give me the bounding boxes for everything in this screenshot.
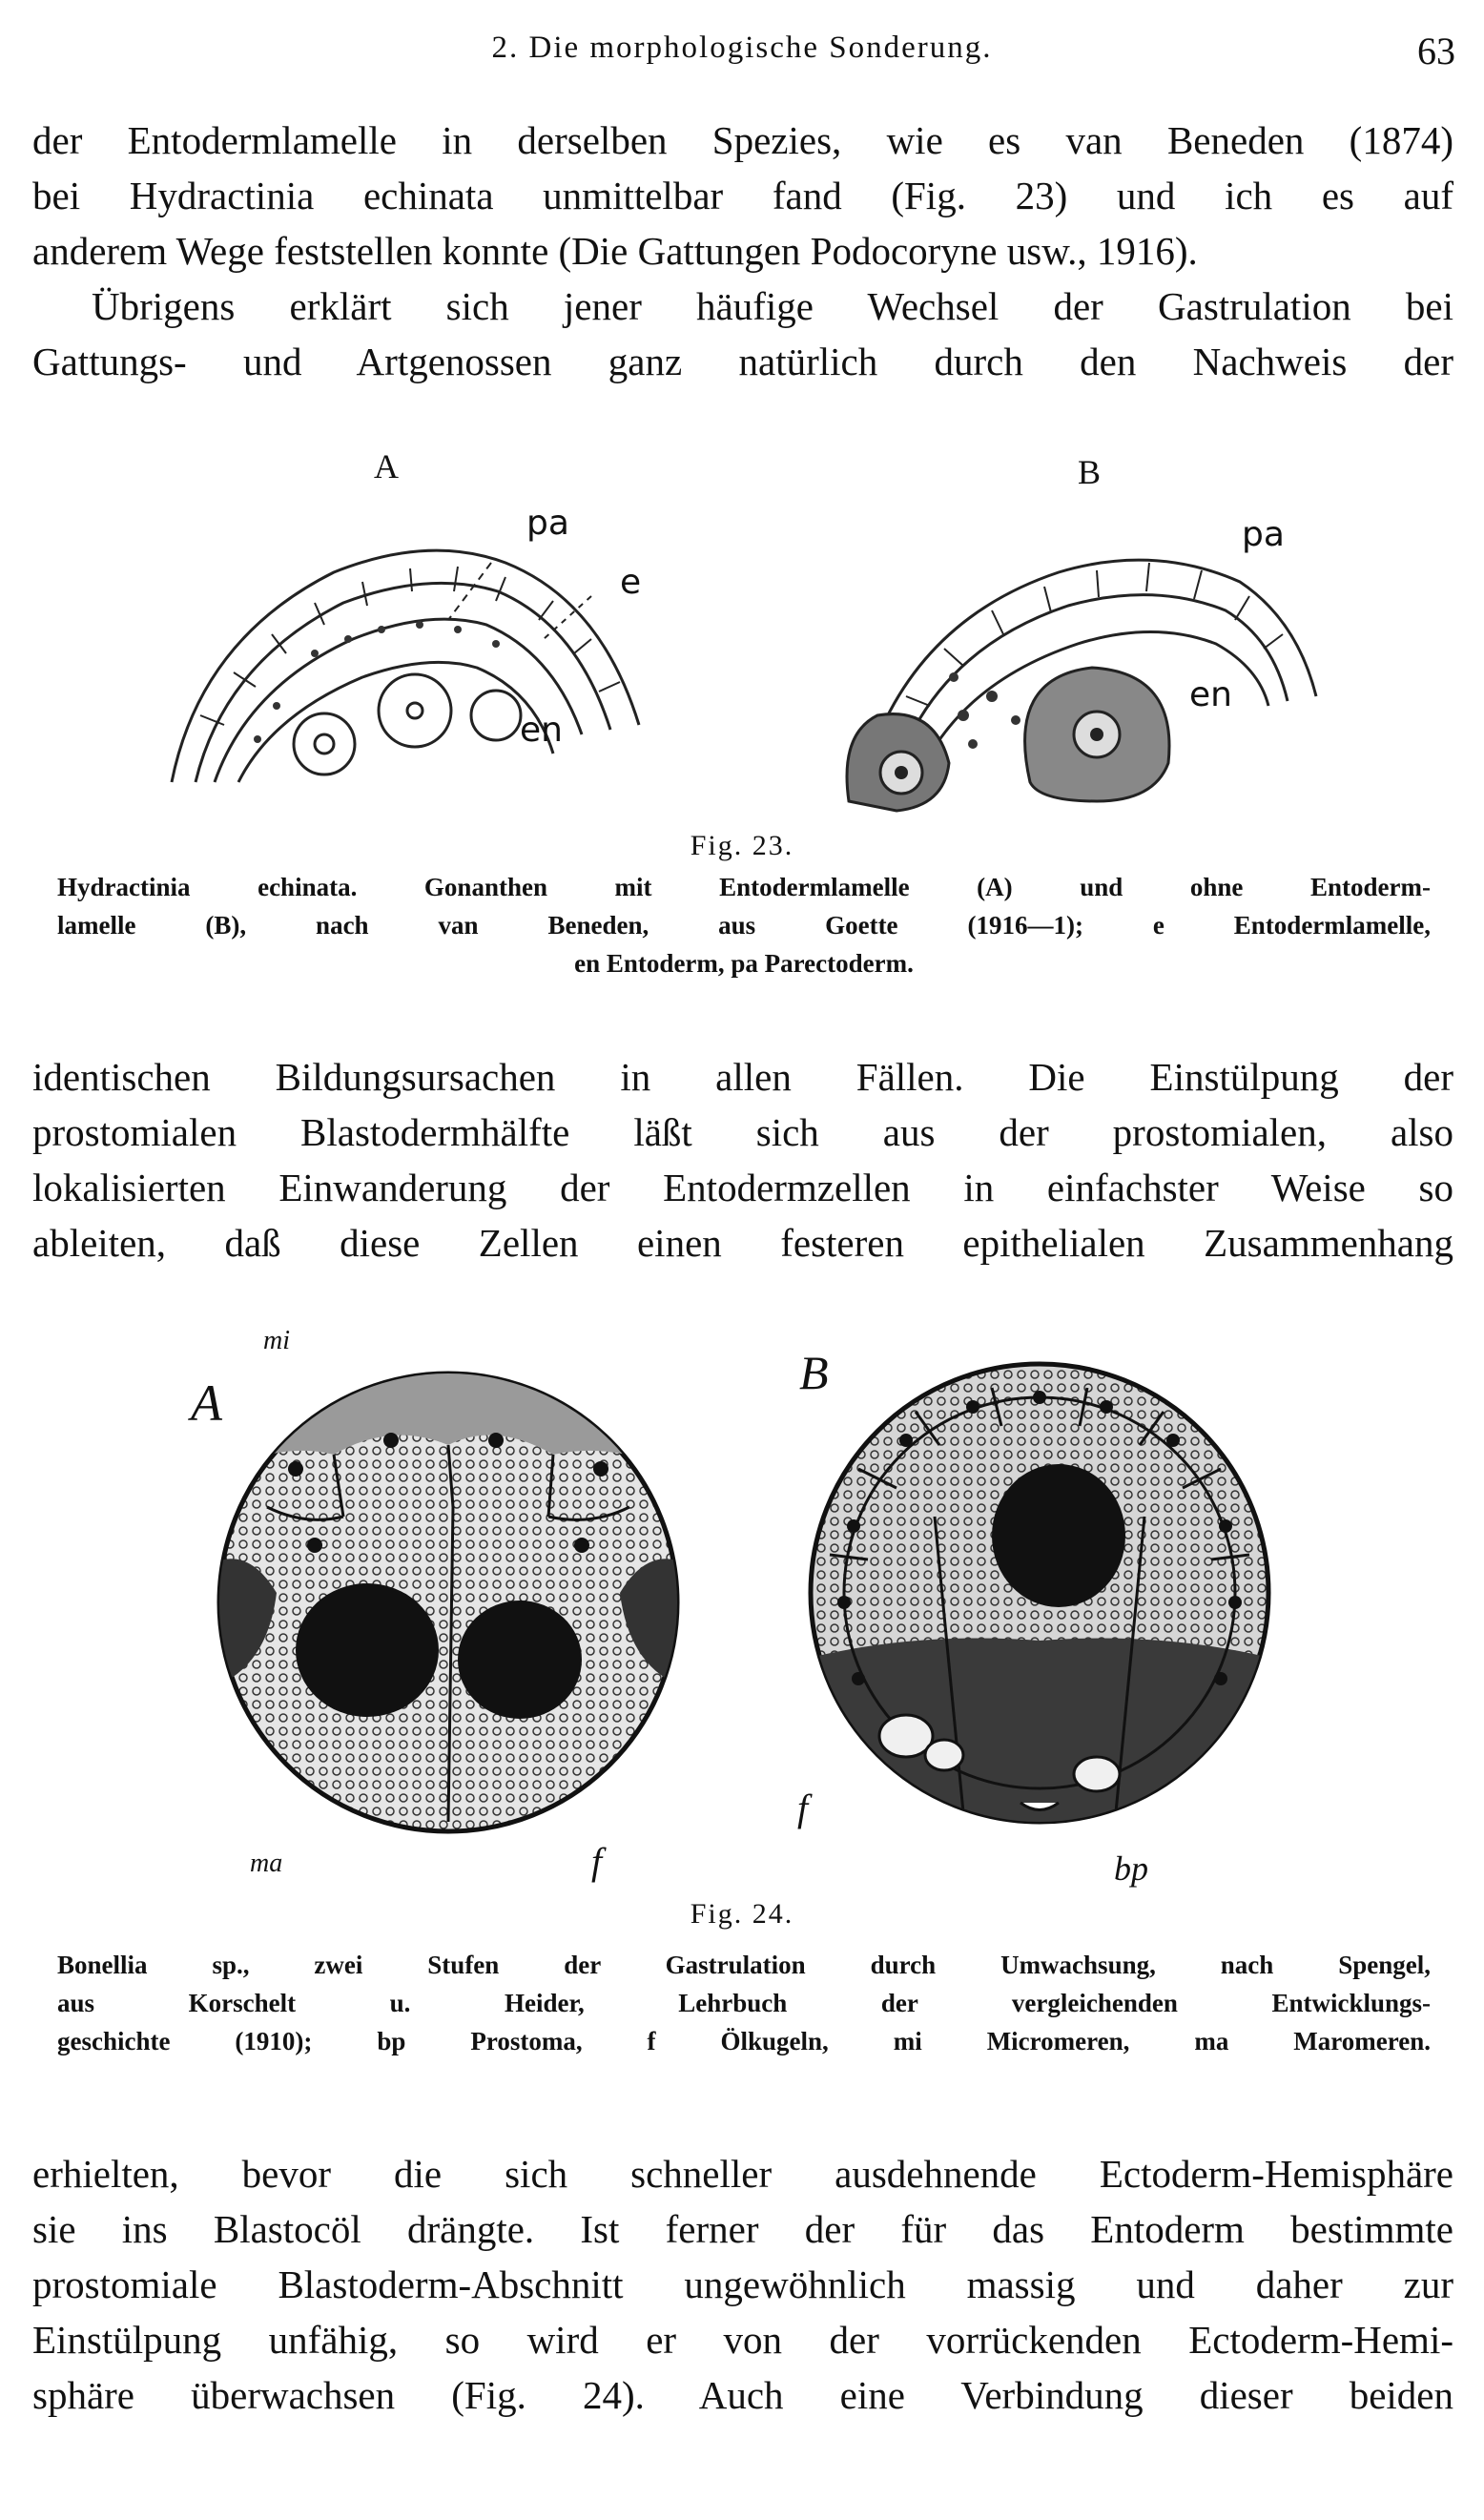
fig23-panel-b-drawing bbox=[839, 515, 1335, 830]
text-line: bei Hydractinia echinata unmittelbar fand (Fig. 23) und ich es auf bbox=[32, 174, 1453, 217]
fig23-label-en-a: en bbox=[520, 711, 563, 750]
running-head bbox=[0, 27, 1484, 74]
text-line: der Entodermlamelle in derselben Spezies, wie es van Beneden (1874) bbox=[32, 118, 1453, 162]
text-line: identischen Bildungsursachen in allen Fällen. Die Einstülpung der bbox=[32, 1055, 1453, 1099]
fig23-panel-b-label: B bbox=[1078, 453, 1102, 491]
text-line: Gattungs- und Artgenossen ganz natürlich durch den Nachweis der bbox=[32, 340, 1453, 383]
paragraph-1 bbox=[32, 113, 1453, 389]
fig24-label-mi: mi bbox=[263, 1326, 290, 1355]
fig23-panel-a-label: A bbox=[374, 447, 399, 485]
text-line: lokalisierten Einwanderung der Entodermzellen in einfachster Weise so bbox=[32, 1166, 1453, 1209]
text-line: Übrigens erklärt sich jener häufige Wechsel der Gastrulation bei bbox=[92, 284, 1453, 328]
paragraph-2 bbox=[32, 1049, 1453, 1270]
fig23-panel-a-drawing bbox=[143, 496, 677, 839]
fig24-label-ma: ma bbox=[250, 1849, 283, 1878]
caption-line: lamelle (B), nach van Beneden, aus Goette (1916—1); e Entodermlamelle, bbox=[57, 911, 1431, 940]
fig24-label-f-a: f bbox=[591, 1840, 603, 1883]
fig24-label-bp: bp bbox=[1114, 1849, 1148, 1888]
text-line: sphäre überwachsen (Fig. 24). Auch eine Verbindung dieser beiden bbox=[32, 2373, 1453, 2417]
text-line: ableiten, daß diese Zellen einen festeren epithelialen Zusammenhang bbox=[32, 1221, 1453, 1265]
fig23-label-pa: pa bbox=[526, 504, 569, 543]
text-line: erhielten, bevor die sich schneller ausdehnende Ectoderm-Hemisphäre bbox=[32, 2152, 1453, 2196]
figure-24 bbox=[0, 1316, 1484, 1908]
caption-line: Bonellia sp., zwei Stufen der Gastrulation durch Umwachsung, nach Spengel, bbox=[57, 1951, 1431, 1979]
paragraph-3 bbox=[32, 2146, 1453, 2423]
text-line: prostomiale Blastoderm-Abschnitt ungewöhnlich massig und daher zur bbox=[32, 2262, 1453, 2306]
fig24-label-f-b: f bbox=[797, 1787, 809, 1829]
caption-line: Hydractinia echinata. Gonanthen mit Entodermlamelle (A) und ohne Entoderm- bbox=[57, 873, 1431, 901]
fig24-panel-a-drawing bbox=[210, 1364, 687, 1841]
fig23-caption bbox=[57, 868, 1431, 982]
figure-23 bbox=[0, 439, 1484, 839]
text-line: sie ins Blastocöl drängte. Ist ferner der für das Entoderm bestimmte bbox=[32, 2207, 1453, 2251]
caption-line: aus Korschelt u. Heider, Lehrbuch der vergleichenden Entwicklungs- bbox=[57, 1989, 1431, 2017]
fig24-number: Fig. 24. bbox=[690, 1898, 794, 1930]
fig24-panel-b-label: B bbox=[799, 1346, 829, 1399]
text-line: prostomialen Blastodermhälfte läßt sich aus der prostomialen, also bbox=[32, 1110, 1453, 1154]
caption-line: geschichte (1910); bp Prostoma, f Ölkugeln, mi Micromeren, ma Maromeren. bbox=[57, 2027, 1431, 2055]
text-line: anderem Wege feststellen konnte (Die Gattungen Podocoryne usw., 1916). bbox=[32, 229, 1198, 273]
text-line: Einstülpung unfähig, so wird er von der vorrückenden Ectoderm-Hemi- bbox=[32, 2318, 1453, 2362]
caption-line: en Entoderm, pa Parectoderm. bbox=[574, 949, 914, 978]
fig23-label-pa-b: pa bbox=[1242, 515, 1285, 554]
page-number: 63 bbox=[1417, 30, 1455, 72]
fig23-number: Fig. 23. bbox=[690, 830, 794, 861]
fig24-panel-b-drawing bbox=[801, 1354, 1278, 1831]
fig23-label-e: e bbox=[620, 563, 642, 602]
fig23-label-en-b: en bbox=[1189, 675, 1232, 714]
section-title: 2. Die morphologische Sonderung. bbox=[491, 31, 993, 65]
fig24-panel-a-label: A bbox=[191, 1374, 222, 1432]
fig24-caption bbox=[57, 1946, 1431, 2060]
